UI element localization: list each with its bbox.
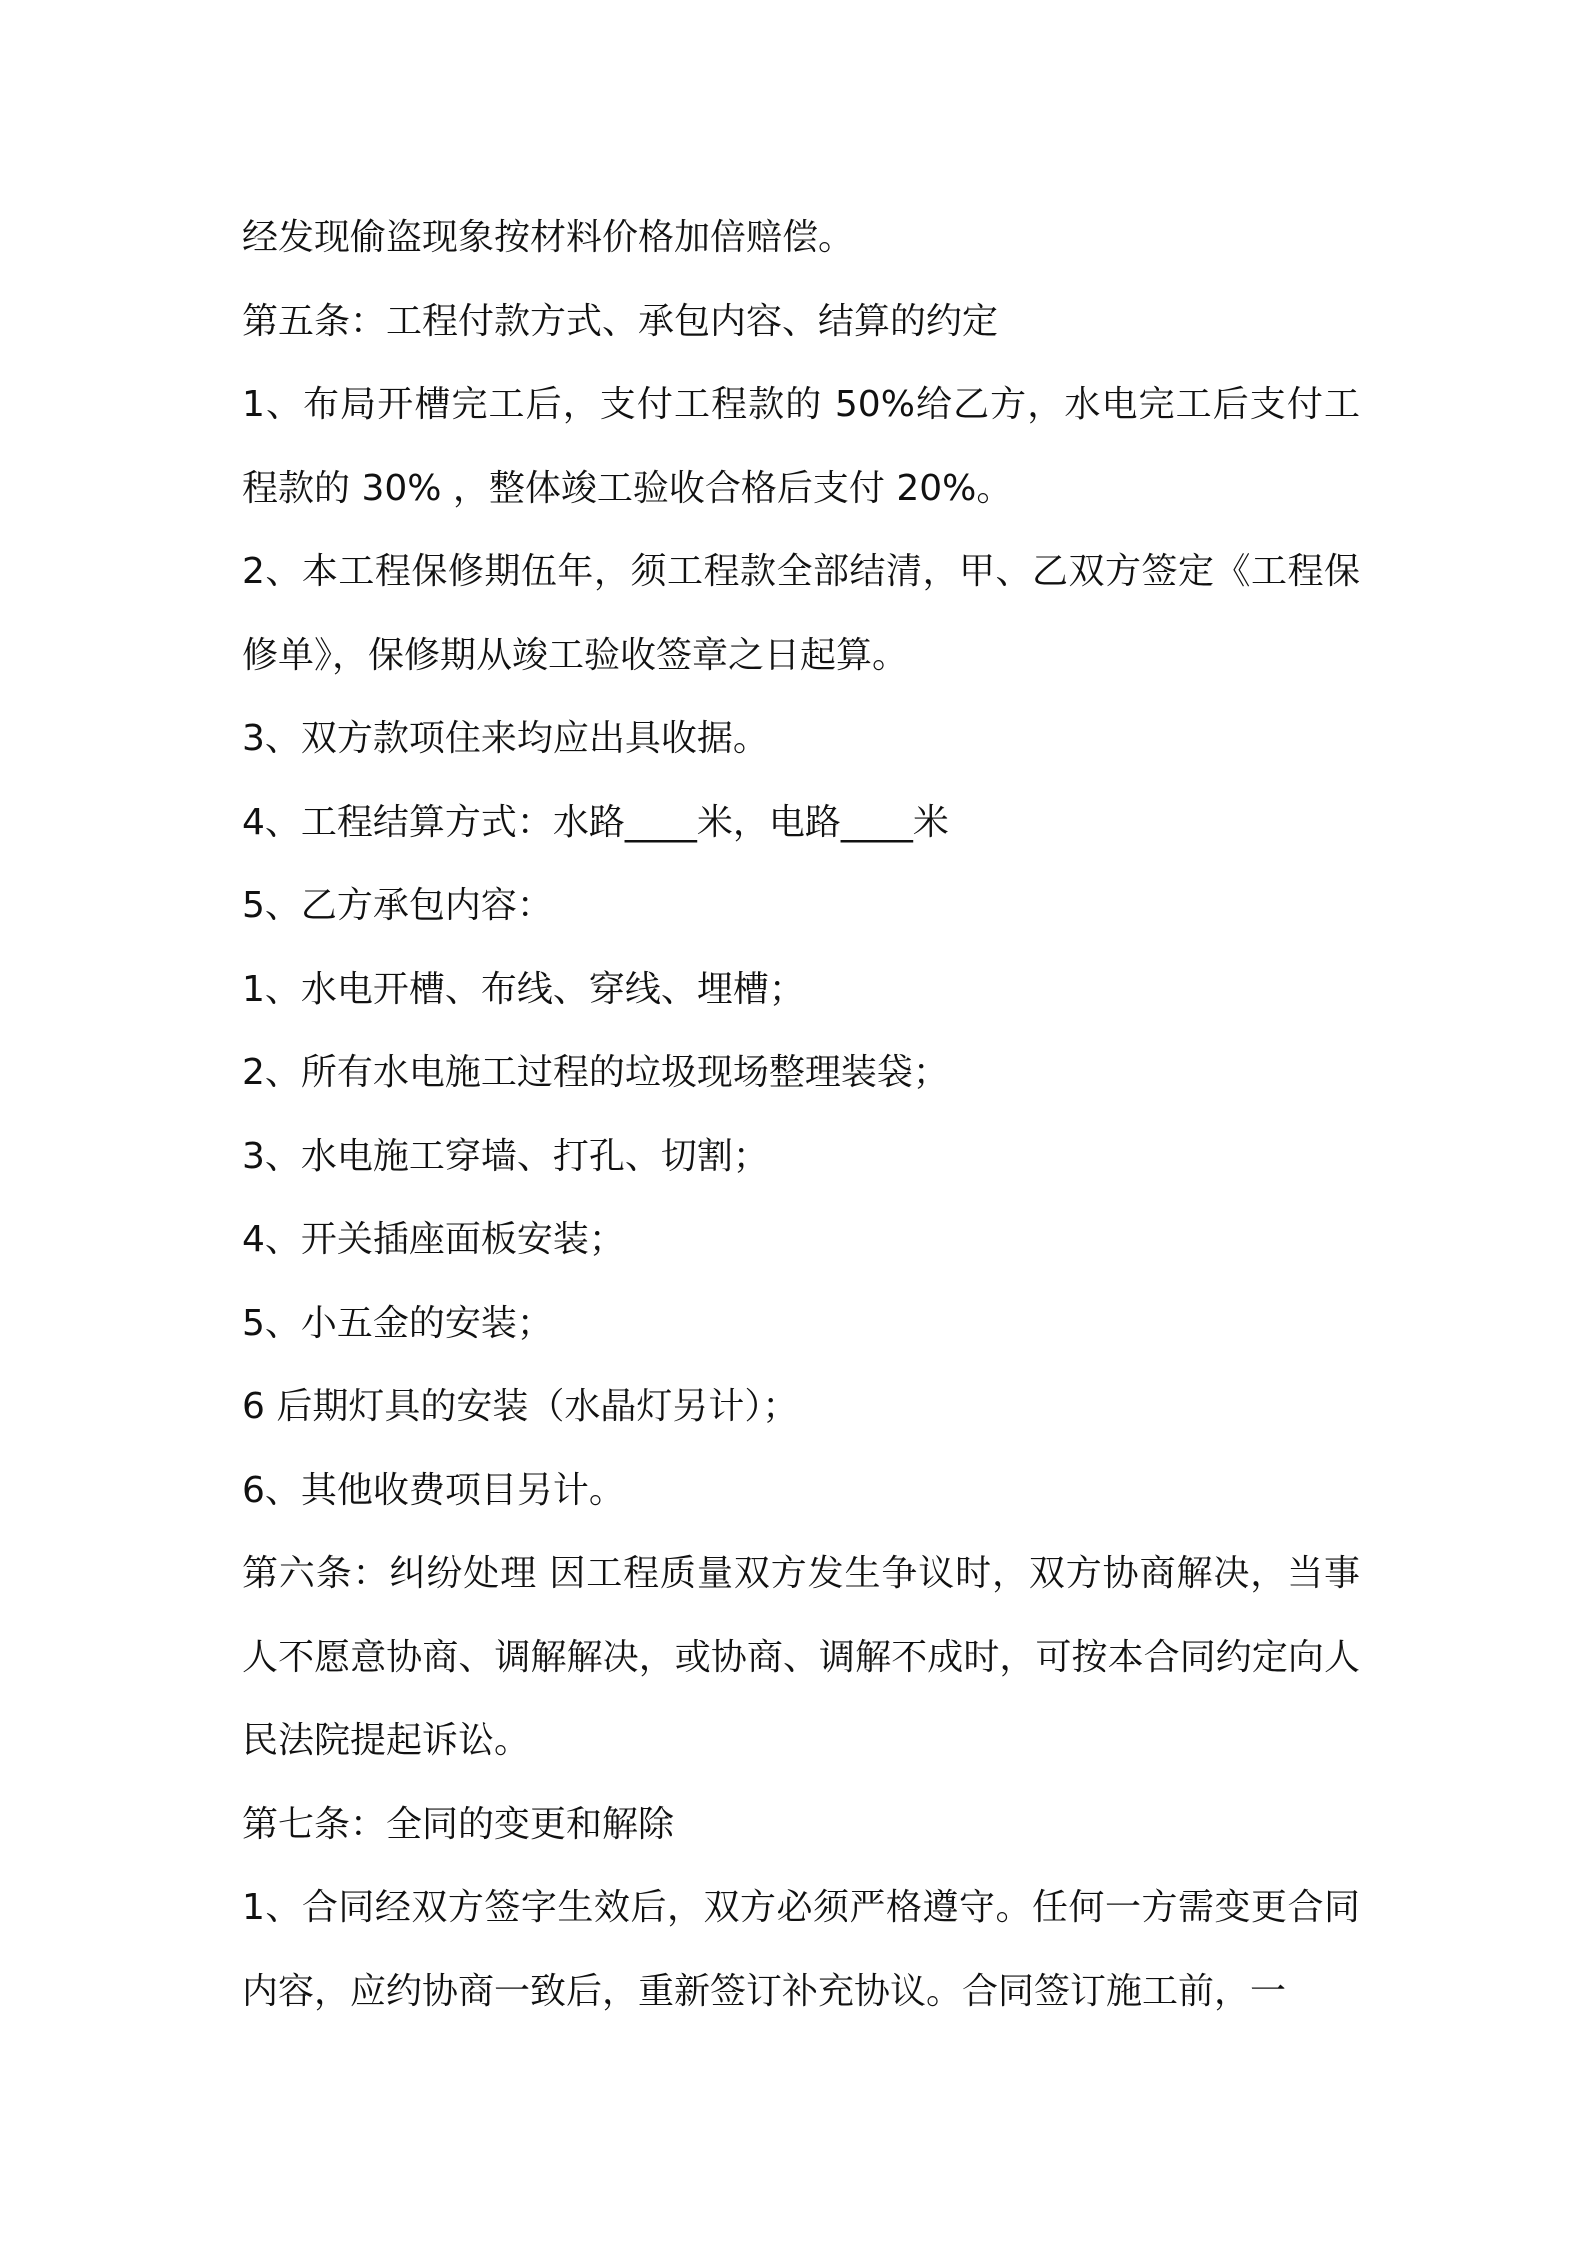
list-item-lighting: 6 后期灯具的安装（水晶灯另计）；: [242, 1386, 799, 1427]
paragraph-payment-schedule: 1、布局开槽完工后，支付工程款的 50%给乙方，水电完工后支付工程款的 30% ，整体竣工验收合格后支付 20%。: [242, 384, 1360, 509]
paragraph-contract-changes: 1、合同经双方签字生效后，双方必须严格遵守。任何一方需变更合同内容，应约协商一致后，重新签订补充协议。合同签订施工前，一: [242, 1887, 1360, 2012]
paragraph-warranty: 2、本工程保修期伍年，须工程款全部结清，甲、乙双方签定《工程保修单》，保修期从竣工验收签章之日起算。: [242, 551, 1360, 676]
paragraph-receipts: 3、双方款项住来均应出具收据。: [242, 718, 769, 759]
document-body: [242, 196, 1360, 2033]
article-5-heading: 第五条：工程付款方式、承包内容、结算的约定: [242, 300, 999, 342]
paragraph-contract-scope: 5、乙方承包内容：: [242, 885, 553, 926]
list-item-drilling: 3、水电施工穿墙、打孔、切割；: [242, 1135, 769, 1177]
article-7-heading: 第七条：全同的变更和解除: [242, 1803, 675, 1845]
article-6-dispute: 第六条：纠纷处理 因工程质量双方发生争议时，双方协商解决，当事人不愿意协商、调解解决，或协商、调解不成时，可按本合同约定向人民法院提起诉讼。: [242, 1553, 1360, 1761]
list-item-slotting: 1、水电开槽、布线、穿线、埋槽；: [242, 968, 805, 1010]
paragraph-theft-compensation: 经发现偷盗现象按材料价格加倍赔偿。: [242, 217, 855, 258]
list-item-switch-panels: 4、开关插座面板安装；: [242, 1219, 625, 1260]
paragraph-settlement-method: 4、工程结算方式：水路____米，电路____米: [242, 801, 949, 843]
list-item-hardware: 5、小五金的安装；: [242, 1302, 553, 1344]
list-item-other-fees: 6、其他收费项目另计。: [242, 1469, 625, 1511]
list-item-waste-cleanup: 2、所有水电施工过程的垃圾现场整理装袋；: [242, 1052, 949, 1093]
